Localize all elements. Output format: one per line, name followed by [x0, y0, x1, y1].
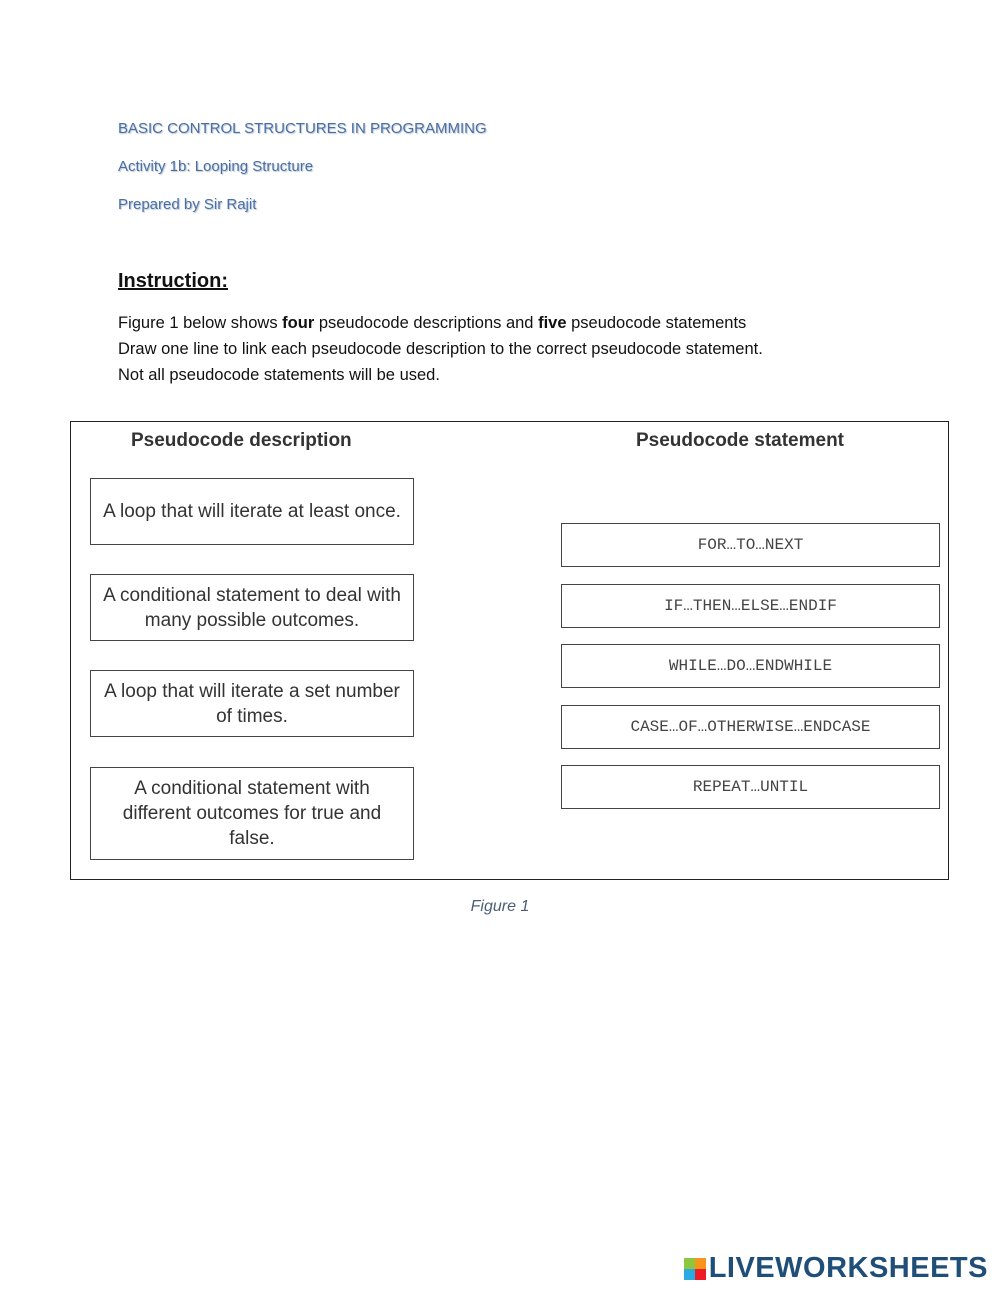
statement-box-1[interactable]: [561, 523, 940, 567]
figure-caption: Figure 1: [470, 898, 530, 915]
instruction-line-3: Not all pseudocode statements will be used.: [118, 366, 440, 384]
instruction-line-1: [118, 314, 746, 333]
statement-box-3[interactable]: [561, 644, 940, 688]
brand-block: [695, 1269, 706, 1280]
description-text: A conditional statement to deal with many possible outcomes.: [103, 584, 401, 631]
statement-text: IF…THEN…ELSE…ENDIF: [664, 597, 837, 615]
liveworksheets-logo: [684, 1252, 988, 1285]
statement-box-4[interactable]: [561, 705, 940, 749]
statement-text: REPEAT…UNTIL: [692, 778, 809, 796]
brand-blocks-icon: [684, 1258, 706, 1280]
brand-block: [684, 1258, 695, 1269]
statement-text: CASE…OF…OTHERWISE…ENDCASE: [630, 718, 871, 736]
instruction-text: pseudocode descriptions and: [314, 314, 539, 332]
course-title: BASIC CONTROL STRUCTURES IN PROGRAMMING: [118, 120, 487, 137]
description-box-4[interactable]: [90, 767, 414, 860]
description-text: A loop that will iterate at least once.: [103, 501, 401, 522]
statement-box-2[interactable]: [561, 584, 940, 628]
description-box-3[interactable]: [90, 670, 414, 737]
instruction-heading: Instruction:: [118, 270, 228, 292]
author-line: Prepared by Sir Rajit: [118, 196, 257, 213]
description-text: A loop that will iterate a set number of times.: [104, 680, 400, 727]
brand-block: [684, 1269, 695, 1280]
instruction-bold-four: four: [282, 314, 315, 332]
statement-box-5[interactable]: [561, 765, 940, 809]
brand-name: LIVEWORKSHEETS: [708, 1252, 988, 1284]
statement-text: WHILE…DO…ENDWHILE: [668, 657, 833, 675]
instruction-text: Figure 1 below shows: [118, 314, 283, 332]
instruction-text: pseudocode statements: [566, 314, 747, 332]
brand-block: [695, 1258, 706, 1269]
statement-text: FOR…TO…NEXT: [697, 536, 804, 554]
statement-column-heading: Pseudocode statement: [636, 430, 844, 451]
description-text: A conditional statement with different outcomes for true and false.: [122, 778, 382, 849]
instruction-bold-five: five: [538, 314, 567, 332]
description-box-1[interactable]: [90, 478, 414, 545]
description-column-heading: Pseudocode description: [131, 430, 352, 451]
activity-title: Activity 1b: Looping Structure: [118, 158, 314, 175]
matching-figure: [70, 421, 949, 880]
instruction-line-2: Draw one line to link each pseudocode description to the correct pseudocode statement.: [118, 340, 763, 358]
description-box-2[interactable]: [90, 574, 414, 641]
